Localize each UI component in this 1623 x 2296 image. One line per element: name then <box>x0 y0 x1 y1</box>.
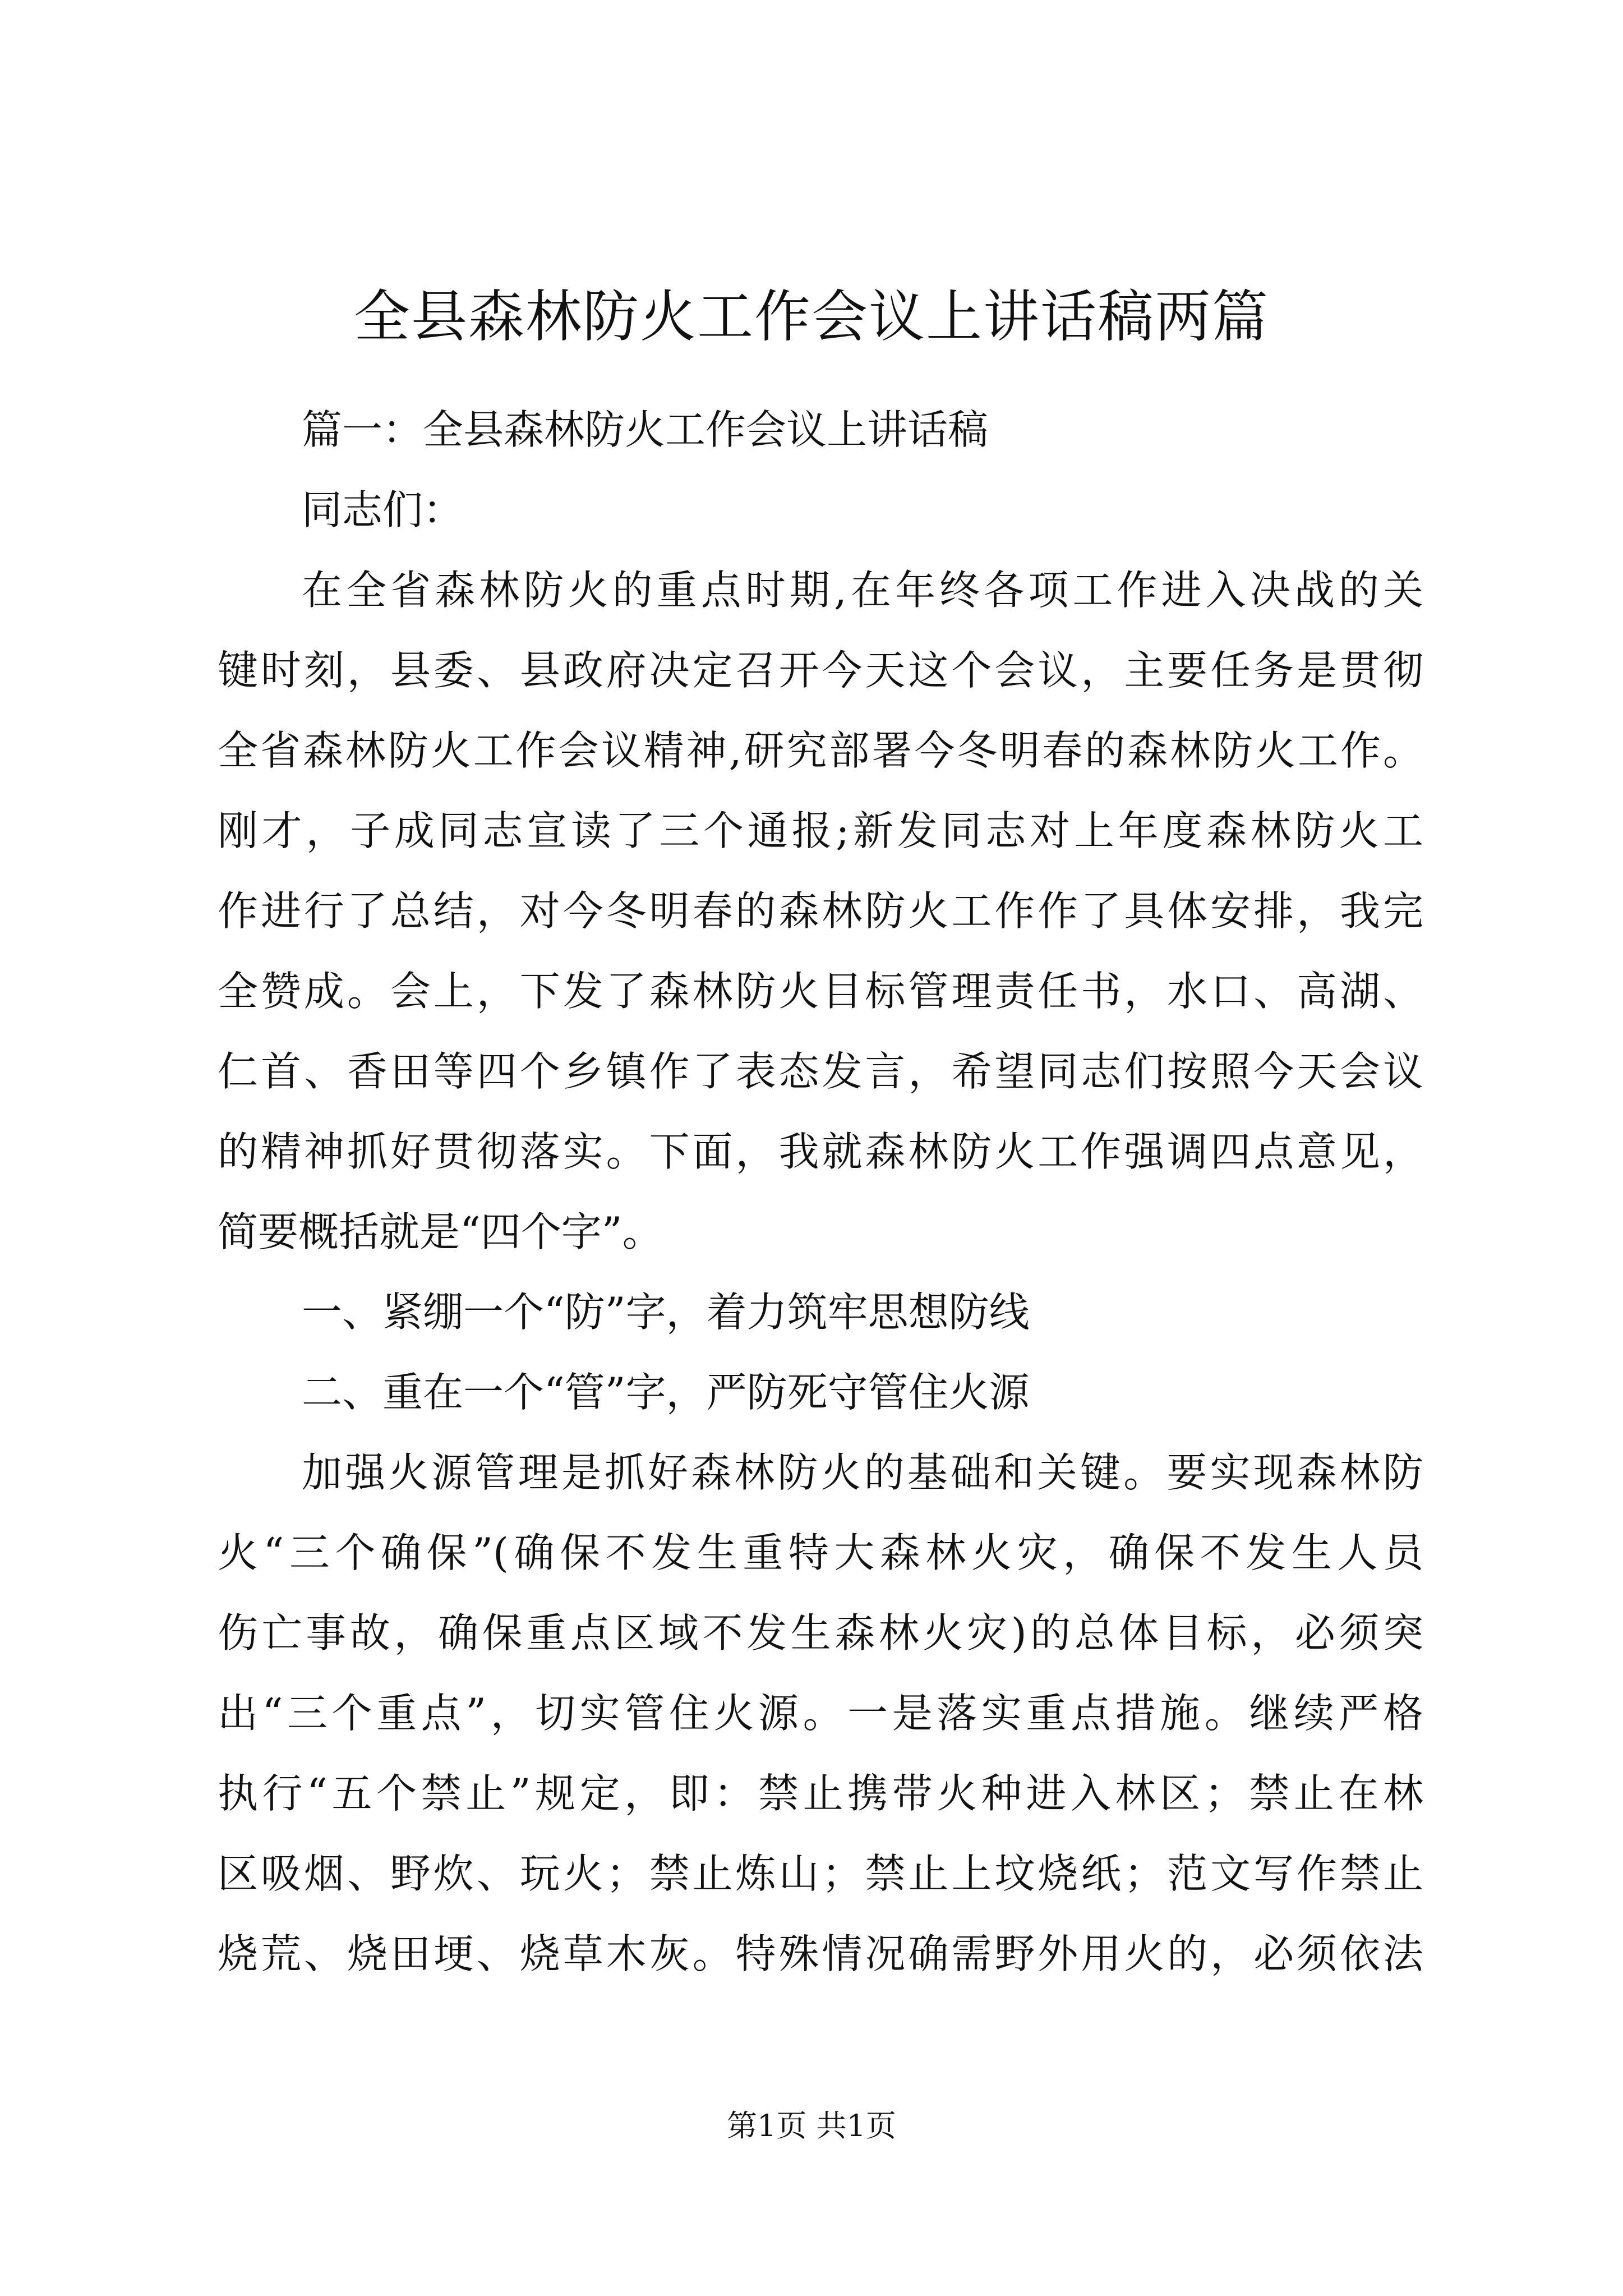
body-line: 伤亡事故，确保重点区域不发生森林火灾)的总体目标，必须突 <box>218 1609 1423 1657</box>
body-line: 简要概括就是“四个字”。 <box>218 1208 663 1255</box>
body-line: 作进行了总结，对今冬明春的森林防火工作作了具体安排，我完 <box>218 887 1423 935</box>
page-number-footer: 第1页 共1页 <box>727 2108 896 2143</box>
body-line: 仁首、香田等四个乡镇作了表态发言，希望同志们按照今天会议 <box>218 1048 1423 1095</box>
body-line: 篇一：全县森林防火工作会议上讲话稿 <box>302 406 989 453</box>
body-line: 全省森林防火工作会议精神,研究部署今冬明春的森林防火工作。 <box>218 727 1423 774</box>
body-line: 火“三个确保”(确保不发生重特大森林火灾，确保不发生人员 <box>218 1529 1423 1576</box>
body-line: 区吸烟、野炊、玩火；禁止炼山；禁止上坟烧纸；范文写作禁止 <box>218 1850 1423 1897</box>
body-line: 出“三个重点”，切实管住火源。一是落实重点措施。继续严格 <box>218 1690 1423 1737</box>
body-line: 同志们： <box>302 486 464 533</box>
body-line: 刚才，子成同志宣读了三个通报;新发同志对上年度森林防火工 <box>218 807 1423 854</box>
body-line: 执行“五个禁止”规定，即：禁止携带火种进入林区；禁止在林 <box>218 1770 1423 1817</box>
document-title: 全县森林防火工作会议上讲话稿两篇 <box>354 284 1269 349</box>
body-line: 在全省森林防火的重点时期,在年终各项工作进入决战的关 <box>302 567 1423 614</box>
body-line: 一、紧绷一个“防”字，着力筑牢思想防线 <box>302 1289 1030 1336</box>
body-line: 烧荒、烧田埂、烧草木灰。特殊情况确需野外用火的，必须依法 <box>218 1930 1423 1977</box>
body-line: 二、重在一个“管”字，严防死守管住火源 <box>302 1369 1030 1416</box>
document-body <box>218 390 1423 1994</box>
body-line: 键时刻，县委、县政府决定召开今天这个会议，主要任务是贯彻 <box>218 647 1423 694</box>
body-line: 的精神抓好贯彻落实。下面，我就森林防火工作强调四点意见， <box>218 1128 1423 1175</box>
body-line: 全赞成。会上，下发了森林防火目标管理责任书，水口、高湖、 <box>218 968 1423 1015</box>
body-line: 加强火源管理是抓好森林防火的基础和关键。要实现森林防 <box>302 1449 1423 1496</box>
